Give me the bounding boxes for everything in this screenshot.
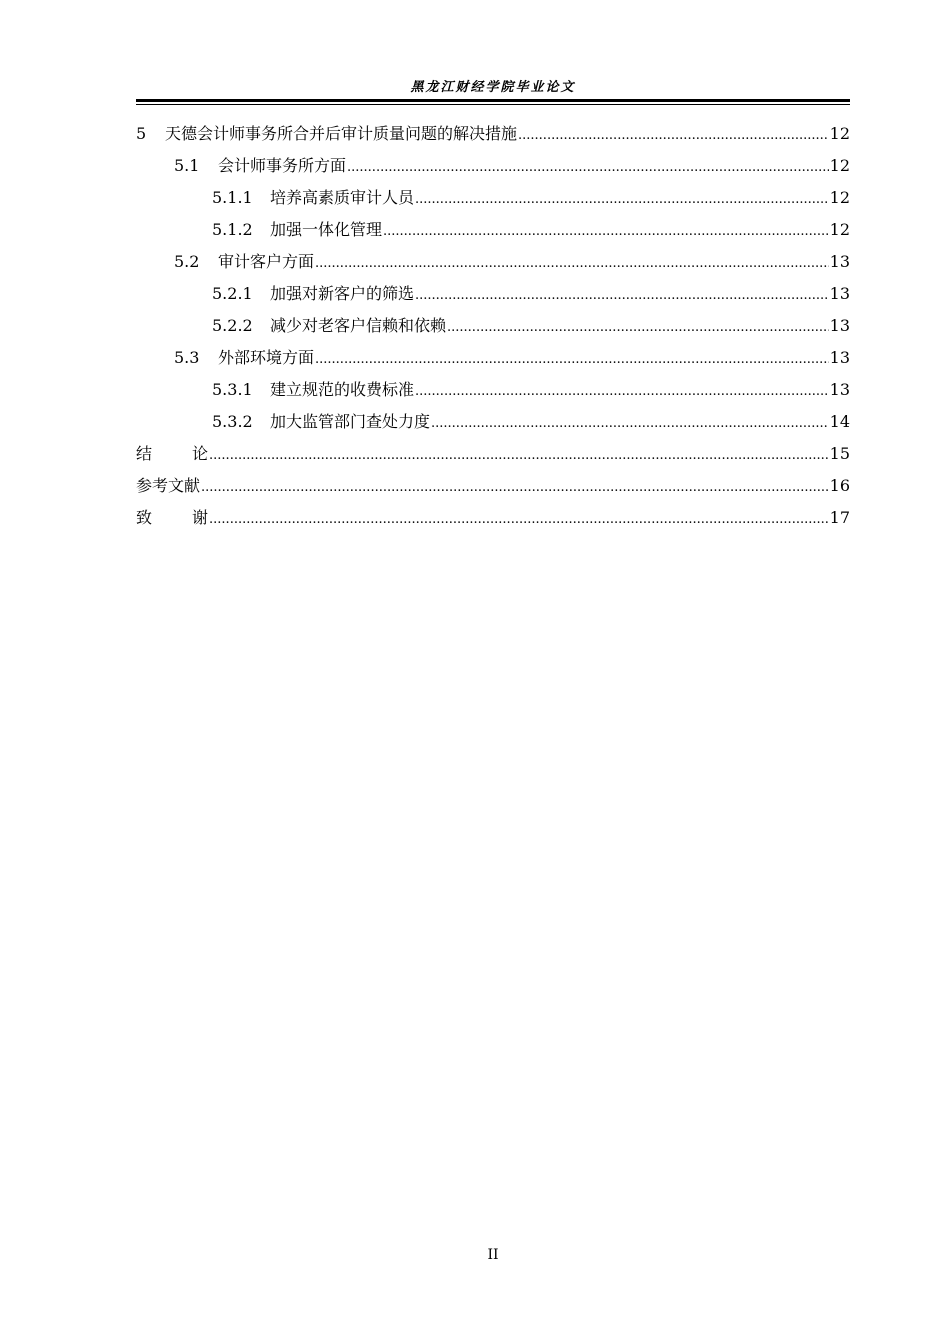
toc-dot-leader [447, 312, 829, 342]
toc-dot-leader [431, 408, 829, 438]
toc-title [136, 502, 208, 534]
toc-page-number: 16 [829, 476, 850, 495]
toc-entry-5-2-2[interactable] [136, 310, 850, 342]
toc-page-number: 13 [829, 316, 850, 335]
toc-title: 外部环境方面 [218, 348, 315, 367]
toc-title: 建立规范的收费标准 [270, 380, 415, 399]
toc-dot-leader [415, 184, 829, 214]
table-of-contents [136, 118, 850, 534]
toc-dot-leader [383, 216, 829, 246]
toc-number: 5.3.1 [212, 380, 253, 399]
toc-dot-leader [315, 344, 829, 374]
toc-dot-leader [415, 376, 829, 406]
toc-title [136, 438, 208, 470]
toc-dot-leader [315, 248, 829, 278]
toc-title: 会计师事务所方面 [218, 156, 347, 175]
toc-title: 减少对老客户信赖和依赖 [270, 316, 447, 335]
toc-title-char: 结 [136, 444, 153, 463]
toc-title: 加强一体化管理 [270, 220, 383, 239]
toc-title: 加强对新客户的筛选 [270, 284, 415, 303]
toc-entry-5-1[interactable] [136, 150, 850, 182]
toc-page-number: 12 [829, 156, 850, 175]
toc-entry-5-3[interactable] [136, 342, 850, 374]
toc-entry-5-2-1[interactable] [136, 278, 850, 310]
toc-title-char: 致 [136, 508, 153, 527]
toc-number: 5.3 [174, 348, 200, 367]
toc-title-char: 论 [192, 444, 209, 463]
toc-page-number: 12 [829, 188, 850, 207]
toc-title: 审计客户方面 [218, 252, 315, 271]
page-number-footer: II [487, 1247, 499, 1263]
toc-title: 天德会计师事务所合并后审计质量问题的解决措施 [165, 124, 518, 143]
toc-dot-leader [209, 440, 829, 470]
toc-number: 5.3.2 [212, 412, 253, 431]
toc-title: 参考文献 [136, 476, 201, 495]
toc-entry-5-1-1[interactable] [136, 182, 850, 214]
toc-page-number: 13 [829, 284, 850, 303]
toc-entry-5-3-1[interactable] [136, 374, 850, 406]
toc-page-number: 13 [829, 252, 850, 271]
toc-entry-5[interactable] [136, 118, 850, 150]
toc-page-number: 12 [829, 124, 850, 143]
toc-dot-leader [415, 280, 829, 310]
toc-number: 5.2 [174, 252, 200, 271]
toc-entry-5-3-2[interactable] [136, 406, 850, 438]
toc-number: 5.1.1 [212, 188, 253, 207]
toc-number: 5.1.2 [212, 220, 253, 239]
toc-page-number: 17 [829, 508, 850, 527]
header-rule-thin [136, 104, 850, 105]
toc-entry-references[interactable] [136, 470, 850, 502]
toc-entry-5-1-2[interactable] [136, 214, 850, 246]
toc-entry-conclusion[interactable] [136, 438, 850, 470]
toc-page-number: 14 [829, 412, 850, 431]
toc-page-number: 15 [829, 444, 850, 463]
toc-number: 5.2.2 [212, 316, 253, 335]
toc-page-number: 13 [829, 380, 850, 399]
toc-title: 培养高素质审计人员 [270, 188, 415, 207]
toc-title: 加大监管部门查处力度 [270, 412, 431, 431]
toc-page-number: 13 [829, 348, 850, 367]
toc-dot-leader [209, 504, 829, 534]
toc-page-number: 12 [829, 220, 850, 239]
page-header-title: 黑龙江财经学院毕业论文 [410, 80, 576, 95]
toc-entry-acknowledgements[interactable] [136, 502, 850, 534]
toc-number: 5 [136, 124, 147, 143]
toc-number: 5.2.1 [212, 284, 253, 303]
toc-dot-leader [201, 472, 829, 502]
toc-dot-leader [347, 152, 829, 182]
header-rule-thick [136, 99, 850, 102]
toc-dot-leader [518, 120, 829, 150]
toc-entry-5-2[interactable] [136, 246, 850, 278]
toc-number: 5.1 [174, 156, 200, 175]
toc-title-char: 谢 [192, 508, 209, 527]
